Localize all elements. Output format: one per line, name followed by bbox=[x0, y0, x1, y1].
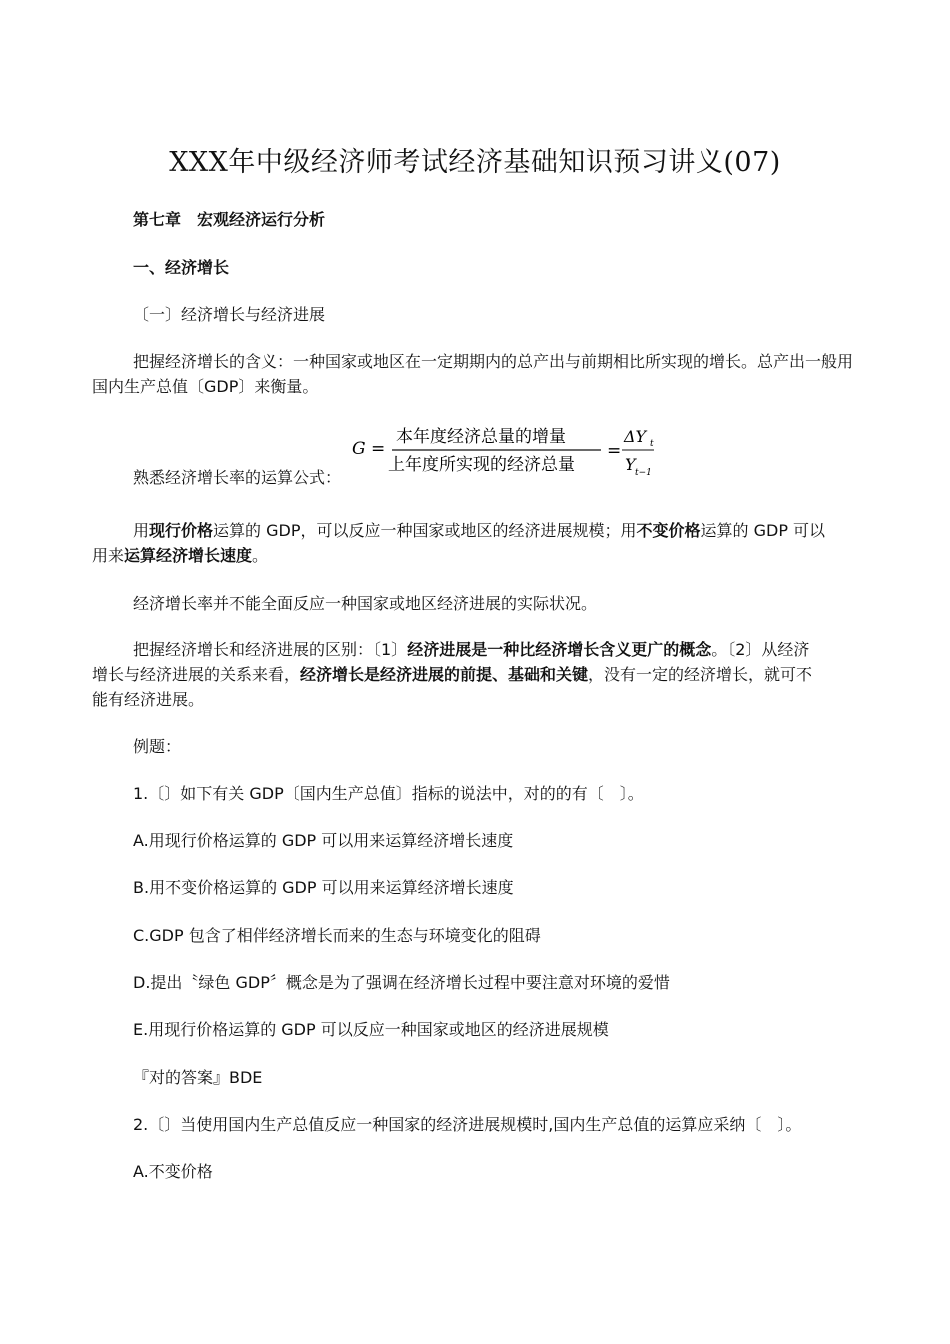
text-span: 用来 bbox=[92, 546, 125, 565]
bold-growth-speed: 运算经济增长速度 bbox=[124, 546, 253, 565]
document-title: XXX年中级经济师考试经济基础知识预习讲义(07) bbox=[169, 147, 781, 178]
paragraph-growth-definition: 把握经济增长的含义：一种国家或地区在一定期期内的总产出与前期相比所实现的增长。总产出一般用国内生产总值〔GDP〕来衡量。 bbox=[92, 352, 854, 396]
text-span: 。 bbox=[252, 546, 269, 565]
formula-denominator: 上年度所实现的经济总量 bbox=[388, 455, 575, 475]
text-span: 用 bbox=[133, 521, 150, 540]
paragraph-growth-limitation: 经济增长率并不能全面反应一种国家或地区经济进展的实际状况。 bbox=[133, 594, 598, 613]
formula-rhs-numerator: ΔY bbox=[624, 427, 647, 446]
question-1-answer: 『对的答案』BDE bbox=[133, 1068, 263, 1087]
formula-rhs-numerator-sub: t bbox=[650, 439, 654, 449]
text-span: 增长与经济进展的关系来看， bbox=[92, 665, 301, 684]
formula-lhs: G = bbox=[352, 439, 386, 459]
question-1-option-a: A.用现行价格运算的 GDP 可以用来运算经济增长速度 bbox=[133, 831, 514, 850]
bold-growth-prerequisite: 经济增长是经济进展的前提、基础和关键 bbox=[300, 665, 589, 684]
question-1-option-b: B.用不变价格运算的 GDP 可以用来运算经济增长速度 bbox=[133, 878, 514, 897]
text-span: 。〔2〕从经济 bbox=[711, 640, 810, 659]
text-span: 把握经济增长和经济进展的区别：〔1〕 bbox=[133, 640, 408, 659]
question-2-option-a: A.不变价格 bbox=[133, 1162, 213, 1181]
formula-equals: = bbox=[607, 441, 622, 461]
paragraph-difference-line3: 能有经济进展。 bbox=[92, 690, 205, 709]
paragraph-difference-line1 bbox=[133, 637, 857, 662]
growth-rate-formula bbox=[348, 422, 658, 482]
text-span: ，没有一定的经济增长，就可不 bbox=[588, 665, 813, 684]
formula-rhs-denominator: Y bbox=[625, 455, 636, 474]
formula-rhs-denominator-sub: t−1 bbox=[635, 468, 652, 478]
paragraph-difference-line2 bbox=[92, 662, 857, 687]
paragraph-gdp-usage-line1 bbox=[133, 518, 857, 543]
text-span: 运算的 GDP 可以 bbox=[700, 521, 826, 540]
bold-constant-price: 不变价格 bbox=[636, 521, 701, 540]
example-label: 例题： bbox=[133, 737, 182, 756]
question-1-option-c: C.GDP 包含了相伴经济增长而来的生态与环境变化的阻碍 bbox=[133, 926, 541, 945]
chapter-heading: 第七章 宏观经济运行分析 bbox=[133, 210, 326, 229]
subsection-heading: 〔一〕经济增长与经济进展 bbox=[133, 305, 326, 324]
bold-development-concept: 经济进展是一种比经济增长含义更广的概念 bbox=[407, 640, 712, 659]
formula-intro: 熟悉经济增长率的运算公式： bbox=[133, 468, 342, 487]
text-span: 运算的 GDP，可以反应一种国家或地区的经济进展规模；用 bbox=[213, 521, 637, 540]
paragraph-gdp-usage-line2 bbox=[92, 543, 857, 568]
question-1-option-d: D.提出〝绿色 GDP〞概念是为了强调在经济增长过程中要注意对环境的爱惜 bbox=[133, 973, 670, 992]
question-2-stem: 2.〔〕当使用国内生产总值反应一种国家的经济进展规模时,国内生产总值的运算应采纳〔 〕。 bbox=[133, 1115, 802, 1134]
formula-numerator: 本年度经济总量的增量 bbox=[396, 427, 566, 447]
question-1-stem: 1.〔〕如下有关 GDP〔国内生产总值〕指标的说法中，对的的有〔 〕。 bbox=[133, 784, 644, 803]
question-1-option-e: E.用现行价格运算的 GDP 可以反应一种国家或地区的经济进展规模 bbox=[133, 1020, 609, 1039]
bold-current-price: 现行价格 bbox=[149, 521, 214, 540]
section-heading: 一、经济增长 bbox=[133, 258, 230, 277]
